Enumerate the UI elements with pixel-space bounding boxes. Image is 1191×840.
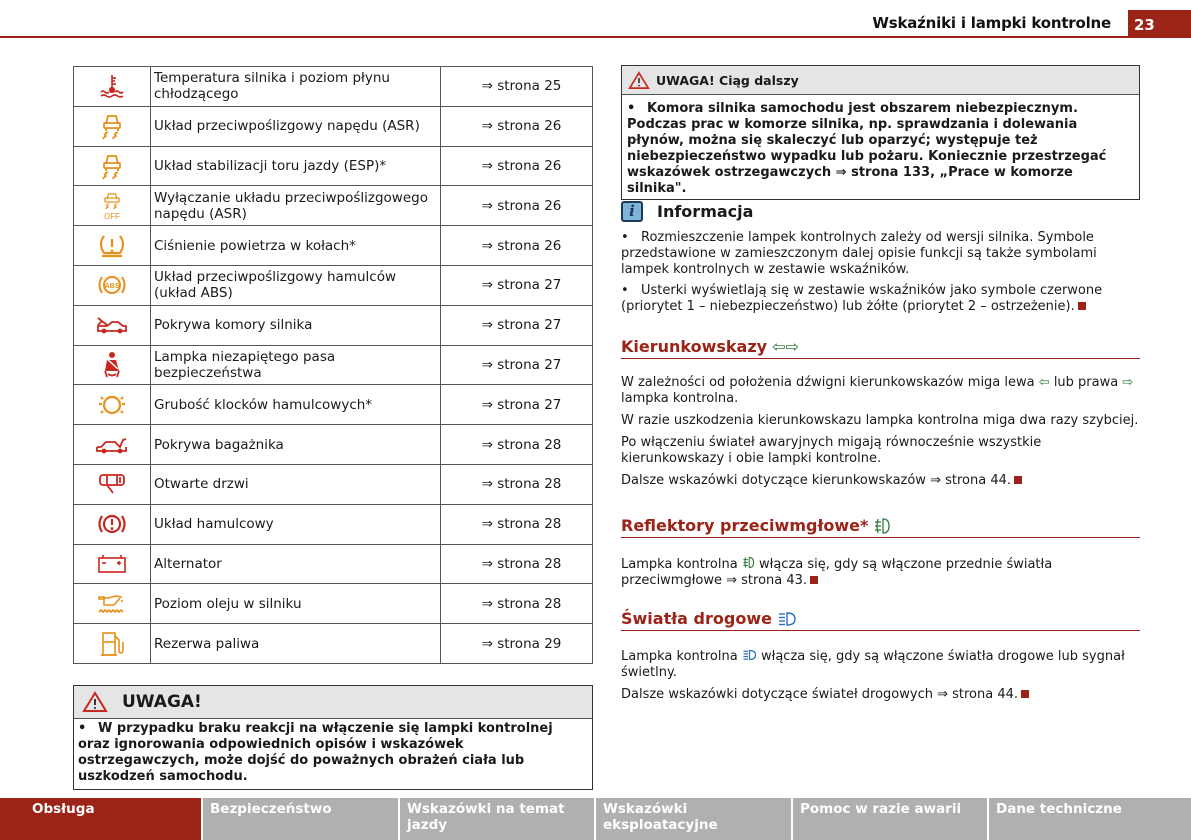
page-reference-link[interactable]: ⇒ strona 27 [441,345,593,385]
section-title-fog-lights: Reflektory przeciwmgłowe* [621,516,1140,538]
section-body-fog-lights: Lampka kontrolna włącza się, gdy są włączone przednie światła przeciwmgłowe ⇒ strona 43. [621,557,1053,588]
asr-traction-icon [74,106,151,146]
bullet-icon: • [78,721,87,736]
table-row [74,624,593,664]
left-arrow-icon: ⇦ [1038,375,1050,390]
page-reference-link[interactable]: ⇒ strona 28 [441,425,593,465]
brake-system-icon [74,504,151,544]
page-reference-link[interactable]: ⇒ strona 25 [441,67,593,107]
svg-text:OFF: OFF [104,211,120,221]
section-body-high-beam: Lampka kontrolna włącza się, gdy są włączone światła drogowe lub sygnał świetlny. Dalsze wskazówki dotyczące świateł drogowych ⇒ strona 44. [621,649,1125,702]
tyre-pressure-icon [74,226,151,266]
table-row [74,265,593,305]
page-number: 23 [1128,10,1191,38]
battery-alternator-icon [74,544,151,584]
warning-continued-box [621,65,1140,200]
warning-text: • W przypadku braku reakcji na włączenie się lampki kontrolnej oraz ignorowania odpowiednich opisów i wskazówek ostrzegawczych, może dojść do poważnych obrażeń ciała lub uszkodzeń samochodu. [78,721,553,784]
tab-pomoc-awarii[interactable]: Pomoc w razie awarii [793,798,989,840]
turn-signal-arrows-icon: ⇦⇨ [772,337,799,356]
warning-continued-title: UWAGA! Ciąg dalszy [656,72,799,88]
oil-level-icon [74,584,151,624]
lamp-description: Alternator [151,544,441,584]
page-reference-link[interactable]: ⇒ strona 28 [441,504,593,544]
high-beam-icon [742,649,757,661]
door-open-icon [74,464,151,504]
table-row [74,67,593,107]
table-row [74,425,593,465]
table-row [74,226,593,266]
end-of-section-marker [1078,302,1086,310]
tab-wskazowki-eksploatacyjne[interactable]: Wskazówki eksploatacyjne [596,798,793,840]
end-of-section-marker [810,576,818,584]
brake-pad-wear-icon [74,385,151,425]
boot-lid-open-icon [74,425,151,465]
lamp-description: Układ przeciwpoślizgowy napędu (ASR) [151,106,441,146]
warning-continued-text: • Komora silnika samochodu jest obszarem niebezpiecznym. Podczas prac w komorze silnika, np. sprawdzania i dolewania płynów, można się skaleczyć lub oparzyć; występuje też niebezpieczeństwo wypadku lub pożaru. Koniecznie przestrzegać wskazówek ostrzegawczych ⇒ strona 133, „Prace w komorze silnika". [627,101,1107,196]
page-reference-link[interactable]: ⇒ strona 28 [441,544,593,584]
tab-bezpieczenstwo[interactable]: Bezpieczeństwo [203,798,400,840]
lamp-description: Ciśnienie powietrza w kołach* [151,226,441,266]
warning-box [73,685,593,790]
tab-dane-techniczne[interactable]: Dane techniczne [989,798,1191,840]
abs-icon [74,265,151,305]
page-reference-link[interactable]: ⇒ strona 27 [441,305,593,345]
info-title: Informacja [657,202,754,221]
table-row [74,584,593,624]
lamp-description: Lampka niezapiętego pasa bezpieczeństwa [151,345,441,385]
table-row [74,146,593,186]
tab-wskazowki-jazdy[interactable]: Wskazówki na temat jazdy [400,798,596,840]
warning-lamp-table [73,66,593,664]
right-arrow-icon: ⇨ [1122,375,1134,390]
warning-title: UWAGA! [122,692,202,712]
page-reference-link[interactable]: ⇒ strona 27 [441,385,593,425]
info-icon: i [621,201,643,222]
header-divider [0,36,1128,38]
table-row [74,544,593,584]
page-reference-link[interactable]: ⇒ strona 29 [441,624,593,664]
section-title-high-beam: Światła drogowe [621,609,1140,631]
lamp-description: Pokrywa komory silnika [151,305,441,345]
warning-header [74,686,592,719]
lamp-description: Układ hamulcowy [151,504,441,544]
warning-triangle-icon [628,71,650,90]
lamp-description: Rezerwa paliwa [151,624,441,664]
end-of-section-marker [1021,690,1029,698]
high-beam-icon [777,611,797,627]
lamp-description: Wyłączanie układu przeciwpoślizgowego napędu (ASR) [151,186,441,226]
page-reference-link[interactable]: ⇒ strona 26 [441,186,593,226]
table-row [74,305,593,345]
page-reference-link[interactable]: ⇒ strona 26 [441,146,593,186]
table-row [74,464,593,504]
svg-text:ABS: ABS [104,283,120,291]
info-header [621,201,753,222]
chapter-tabs [0,798,1191,840]
lamp-description: Układ stabilizacji toru jazdy (ESP)* [151,146,441,186]
info-item: • Usterki wyświetlają się w zestawie wskaźników jako symbole czerwone (priorytet 1 – niebezpieczeństwo) lub żółte (priorytet 2 – ostrzeżenie). [621,283,1103,314]
table-row [74,345,593,385]
page-reference-link[interactable]: ⇒ strona 28 [441,584,593,624]
end-of-section-marker [1014,476,1022,484]
table-row [74,106,593,146]
seatbelt-icon [74,345,151,385]
info-body [621,230,1143,320]
bullet-icon: • [627,101,636,116]
page-reference-link[interactable]: ⇒ strona 26 [441,106,593,146]
lamp-description: Poziom oleju w silniku [151,584,441,624]
fuel-reserve-icon [74,624,151,664]
fog-light-icon [873,517,891,535]
bonnet-open-icon [74,305,151,345]
warning-triangle-icon [82,691,108,713]
coolant-temperature-icon [74,67,151,107]
esp-stability-icon [74,146,151,186]
table-row [74,385,593,425]
table-row [74,504,593,544]
lamp-description: Otwarte drzwi [151,464,441,504]
lamp-description: Pokrywa bagażnika [151,425,441,465]
asr-off-icon [74,186,151,226]
lamp-description: Grubość klocków hamulcowych* [151,385,441,425]
lamp-description: Układ przeciwpoślizgowy hamulców (układ ABS) [151,265,441,305]
warning-continued-header [622,66,1139,95]
info-item: • Rozmieszczenie lampek kontrolnych zależy od wersji silnika. Symbole przedstawione w zamieszczonym dalej opisie funkcji są także symbolami lampek kontrolnych w zestawie wskaźników. [621,230,1097,277]
page-header-title: Wskaźniki i lampki kontrolne [872,14,1111,32]
section-title-turn-signals: Kierunkowskazy ⇦⇨ [621,337,1140,359]
tab-obsluga[interactable]: Obsługa [0,798,203,840]
lamp-description: Temperatura silnika i poziom płynu chłodzącego [151,67,441,107]
page-reference-link[interactable]: ⇒ strona 27 [441,265,593,305]
page-reference-link[interactable]: ⇒ strona 26 [441,226,593,266]
page-reference-link[interactable]: ⇒ strona 28 [441,464,593,504]
fog-light-icon [742,556,755,569]
section-body-turn-signals: W zależności od położenia dźwigni kierunkowskazów miga lewa ⇦ lub prawa ⇨ lampka kontrolna. W razie uszkodzenia kierunkowskazu lampka kontrolna miga dwa razy szybciej. Po włączeniu świateł awaryjnych migają równocześnie wszystkie kierunkowskazy i obie lampki kontrolne. Dalsze wskazówki dotyczące kierunkowskazów ⇒ strona 44. [621,375,1139,488]
table-row [74,186,593,226]
